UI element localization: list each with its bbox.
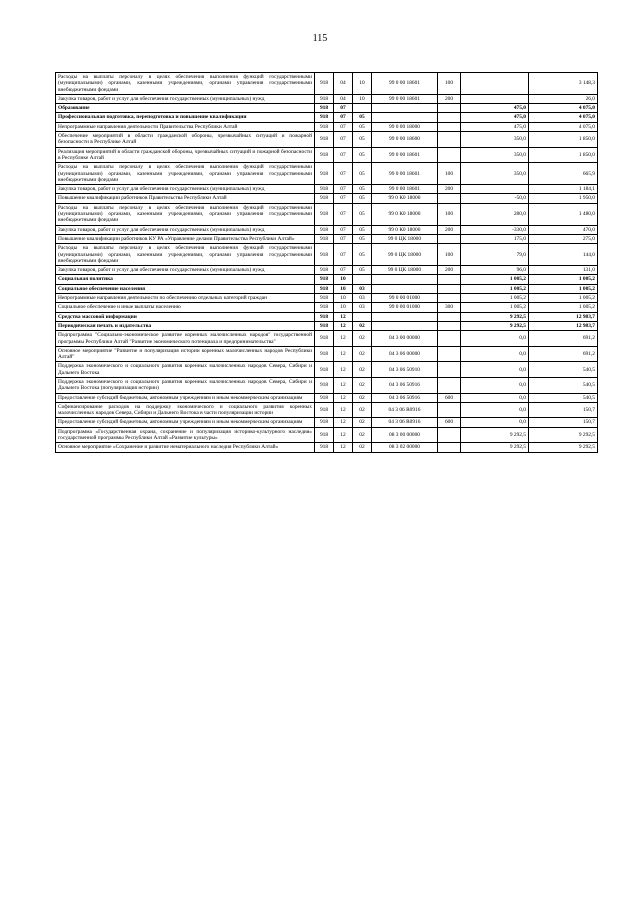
section-code-cell: 10 bbox=[334, 275, 353, 284]
section-code-cell: 04 bbox=[334, 73, 353, 95]
subsection-code-cell: 10 bbox=[353, 73, 372, 95]
ministry-code-cell: 918 bbox=[315, 113, 334, 122]
ministry-code-cell: 918 bbox=[315, 418, 334, 427]
amount-change-cell: 475,0 bbox=[461, 113, 529, 122]
target-item-cell: 04 3 06 50910 bbox=[372, 362, 438, 378]
subsection-code-cell: 05 bbox=[353, 266, 372, 275]
section-code-cell: 12 bbox=[334, 331, 353, 347]
row-name-cell: Социальная политика bbox=[56, 275, 315, 284]
table-row bbox=[56, 234, 598, 243]
row-name-cell: Расходы на выплаты персоналу в целях обеспечения выполнения функций государственными (муниципальными) органами, казенными учреждениями, органами управления государственными внебюджетными фондами bbox=[56, 73, 315, 95]
ministry-code-cell: 918 bbox=[315, 94, 334, 103]
target-item-cell: 99 0 К0 18000 bbox=[372, 203, 438, 225]
row-name-cell: Расходы на выплаты персоналу в целях обеспечения выполнения функций государственными (муниципальными) органами, казенными учреждениями, органами управления государственными внебюджетными фондами bbox=[56, 163, 315, 185]
row-name-cell: Социальное обеспечение населения bbox=[56, 284, 315, 293]
amount-change-cell: -50,0 bbox=[461, 194, 529, 203]
target-item-cell: 99 0 00 18601 bbox=[372, 163, 438, 185]
section-code-cell: 07 bbox=[334, 194, 353, 203]
section-code-cell: 12 bbox=[334, 321, 353, 330]
expense-type-cell: 100 bbox=[438, 163, 461, 185]
amount-total-cell: 9 292,5 bbox=[529, 443, 598, 452]
amount-total-cell: 26,0 bbox=[529, 94, 598, 103]
amount-change-cell: 0,0 bbox=[461, 377, 529, 393]
target-item-cell: 99 0 00 18601 bbox=[372, 73, 438, 95]
table-row bbox=[56, 73, 598, 95]
row-name-cell: Закупка товаров, работ и услуг для обеспечения государственных (муниципальных) нужд bbox=[56, 225, 315, 234]
subsection-code-cell: 02 bbox=[353, 427, 372, 443]
target-item-cell: 99 0 00 18601 bbox=[372, 147, 438, 163]
target-item-cell: 99 0 ЦК 18000 bbox=[372, 234, 438, 243]
ministry-code-cell: 918 bbox=[315, 163, 334, 185]
target-item-cell: 99 0 00 18601 bbox=[372, 94, 438, 103]
amount-change-cell: 350,0 bbox=[461, 147, 529, 163]
section-code-cell: 07 bbox=[334, 234, 353, 243]
expense-type-cell bbox=[438, 321, 461, 330]
amount-total-cell: 665,9 bbox=[529, 163, 598, 185]
amount-change-cell bbox=[461, 73, 529, 95]
section-code-cell: 12 bbox=[334, 418, 353, 427]
row-name-cell: Профессиональная подготовка, переподготовка и повышение квалификации bbox=[56, 113, 315, 122]
expense-type-cell: 100 bbox=[438, 244, 461, 266]
table-row bbox=[56, 321, 598, 330]
row-name-cell: Поддержка экономического и социального развития коренных малочисленных народов Севера, Сибири и Дальнего Востока bbox=[56, 362, 315, 378]
amount-change-cell: 175,0 bbox=[461, 234, 529, 243]
amount-change-cell: 0,0 bbox=[461, 402, 529, 418]
row-name-cell: Подпрограмма «Государственная охрана, сохранение и популяризация историко-культурного наследия» государственной программы Республики Алтай «Развитие культуры» bbox=[56, 427, 315, 443]
table-row bbox=[56, 275, 598, 284]
amount-total-cell: 1 480,0 bbox=[529, 203, 598, 225]
table-row bbox=[56, 244, 598, 266]
row-name-cell: Повышение квалификации работников КУ РА «Управление делами Правительства Республики Алтай» bbox=[56, 234, 315, 243]
amount-total-cell: 691,2 bbox=[529, 346, 598, 362]
amount-total-cell: 1 005,2 bbox=[529, 303, 598, 312]
section-code-cell: 12 bbox=[334, 402, 353, 418]
table-row bbox=[56, 163, 598, 185]
section-code-cell: 07 bbox=[334, 104, 353, 113]
expense-type-cell bbox=[438, 284, 461, 293]
section-code-cell: 07 bbox=[334, 113, 353, 122]
table-row bbox=[56, 418, 598, 427]
subsection-code-cell: 03 bbox=[353, 294, 372, 303]
table-row bbox=[56, 303, 598, 312]
row-name-cell: Непрограммные направления деятельности Правительства Республики Алтай bbox=[56, 122, 315, 131]
expense-type-cell bbox=[438, 234, 461, 243]
table-row bbox=[56, 104, 598, 113]
amount-change-cell: 475,0 bbox=[461, 122, 529, 131]
ministry-code-cell: 918 bbox=[315, 132, 334, 148]
target-item-cell: 99 0 ЦК 18000 bbox=[372, 244, 438, 266]
section-code-cell: 07 bbox=[334, 203, 353, 225]
target-item-cell bbox=[372, 113, 438, 122]
amount-change-cell: 1 005,2 bbox=[461, 284, 529, 293]
table-row bbox=[56, 402, 598, 418]
table-row bbox=[56, 377, 598, 393]
amount-total-cell: 540,5 bbox=[529, 393, 598, 402]
subsection-code-cell: 02 bbox=[353, 362, 372, 378]
amount-change-cell: 0,0 bbox=[461, 362, 529, 378]
amount-total-cell: 3 148,3 bbox=[529, 73, 598, 95]
subsection-code-cell: 05 bbox=[353, 185, 372, 194]
expense-type-cell bbox=[438, 294, 461, 303]
target-item-cell: 04 3 06 50916 bbox=[372, 377, 438, 393]
target-item-cell: 99 0 00 18000 bbox=[372, 122, 438, 131]
amount-total-cell: 9 292,5 bbox=[529, 427, 598, 443]
ministry-code-cell: 918 bbox=[315, 427, 334, 443]
target-item-cell: 99 0 00 18600 bbox=[372, 132, 438, 148]
expense-type-cell: 200 bbox=[438, 94, 461, 103]
subsection-code-cell: 05 bbox=[353, 225, 372, 234]
ministry-code-cell: 918 bbox=[315, 312, 334, 321]
amount-total-cell: 4 075,0 bbox=[529, 122, 598, 131]
section-code-cell: 04 bbox=[334, 94, 353, 103]
expense-type-cell bbox=[438, 377, 461, 393]
amount-change-cell: 9 292,5 bbox=[461, 443, 529, 452]
target-item-cell: 99 0 К0 18000 bbox=[372, 194, 438, 203]
subsection-code-cell: 05 bbox=[353, 147, 372, 163]
amount-change-cell bbox=[461, 185, 529, 194]
ministry-code-cell: 918 bbox=[315, 303, 334, 312]
subsection-code-cell: 03 bbox=[353, 284, 372, 293]
expense-type-cell bbox=[438, 331, 461, 347]
section-code-cell: 07 bbox=[334, 185, 353, 194]
amount-total-cell: 4 075,0 bbox=[529, 113, 598, 122]
expense-type-cell bbox=[438, 402, 461, 418]
table-row bbox=[56, 203, 598, 225]
subsection-code-cell: 05 bbox=[353, 163, 372, 185]
target-item-cell: 04 3 06 00000 bbox=[372, 346, 438, 362]
section-code-cell: 07 bbox=[334, 163, 353, 185]
subsection-code-cell: 02 bbox=[353, 377, 372, 393]
ministry-code-cell: 918 bbox=[315, 147, 334, 163]
amount-change-cell: 350,0 bbox=[461, 132, 529, 148]
amount-change-cell: 1 005,2 bbox=[461, 275, 529, 284]
table-row bbox=[56, 312, 598, 321]
row-name-cell: Обеспечение мероприятий в области гражданской обороны, чрезвычайных ситуаций и пожарной безопасности в Республике Алтай bbox=[56, 132, 315, 148]
row-name-cell: Софинансирование расходов на поддержку экономического и социального развития коренных малочисленных народов Севера, Сибири и Дальнего Востока в части популяризации истории bbox=[56, 402, 315, 418]
ministry-code-cell: 918 bbox=[315, 122, 334, 131]
amount-change-cell bbox=[461, 94, 529, 103]
expense-type-cell bbox=[438, 362, 461, 378]
section-code-cell: 12 bbox=[334, 393, 353, 402]
ministry-code-cell: 918 bbox=[315, 203, 334, 225]
expense-type-cell bbox=[438, 147, 461, 163]
subsection-code-cell: 02 bbox=[353, 321, 372, 330]
row-name-cell: Закупка товаров, работ и услуг для обеспечения государственных (муниципальных) нужд bbox=[56, 94, 315, 103]
amount-total-cell: 150,7 bbox=[529, 402, 598, 418]
amount-change-cell: 0,0 bbox=[461, 346, 529, 362]
ministry-code-cell: 918 bbox=[315, 346, 334, 362]
amount-total-cell: 144,0 bbox=[529, 244, 598, 266]
subsection-code-cell: 02 bbox=[353, 346, 372, 362]
expense-type-cell: 600 bbox=[438, 393, 461, 402]
table-row bbox=[56, 443, 598, 452]
subsection-code-cell bbox=[353, 312, 372, 321]
amount-total-cell: 540,5 bbox=[529, 377, 598, 393]
target-item-cell: 04 3 00 00000 bbox=[372, 331, 438, 347]
table-row bbox=[56, 393, 598, 402]
row-name-cell: Закупка товаров, работ и услуг для обеспечения государственных (муниципальных) нужд bbox=[56, 266, 315, 275]
table-row bbox=[56, 331, 598, 347]
ministry-code-cell: 918 bbox=[315, 275, 334, 284]
ministry-code-cell: 918 bbox=[315, 234, 334, 243]
ministry-code-cell: 918 bbox=[315, 321, 334, 330]
section-code-cell: 07 bbox=[334, 147, 353, 163]
target-item-cell bbox=[372, 284, 438, 293]
target-item-cell: 08 3 02 00000 bbox=[372, 443, 438, 452]
expense-type-cell: 300 bbox=[438, 303, 461, 312]
subsection-code-cell: 02 bbox=[353, 402, 372, 418]
amount-total-cell: 1 005,2 bbox=[529, 275, 598, 284]
subsection-code-cell: 02 bbox=[353, 443, 372, 452]
amount-total-cell: 1 005,2 bbox=[529, 294, 598, 303]
section-code-cell: 12 bbox=[334, 427, 353, 443]
amount-total-cell: 4 075,0 bbox=[529, 104, 598, 113]
section-code-cell: 10 bbox=[334, 294, 353, 303]
section-code-cell: 12 bbox=[334, 362, 353, 378]
expense-type-cell bbox=[438, 275, 461, 284]
subsection-code-cell: 02 bbox=[353, 331, 372, 347]
amount-change-cell: 79,0 bbox=[461, 244, 529, 266]
expense-type-cell bbox=[438, 443, 461, 452]
amount-total-cell: 1 005,2 bbox=[529, 284, 598, 293]
ministry-code-cell: 918 bbox=[315, 402, 334, 418]
target-item-cell bbox=[372, 275, 438, 284]
amount-change-cell: 9 292,5 bbox=[461, 312, 529, 321]
row-name-cell: Повышение квалификации работников Правительства Республики Алтай bbox=[56, 194, 315, 203]
ministry-code-cell: 918 bbox=[315, 104, 334, 113]
expense-type-cell bbox=[438, 132, 461, 148]
section-code-cell: 07 bbox=[334, 244, 353, 266]
target-item-cell bbox=[372, 312, 438, 321]
amount-total-cell: 12 983,7 bbox=[529, 321, 598, 330]
expense-type-cell: 100 bbox=[438, 73, 461, 95]
expense-type-cell: 100 bbox=[438, 203, 461, 225]
table-row bbox=[56, 284, 598, 293]
amount-change-cell: 0,0 bbox=[461, 393, 529, 402]
ministry-code-cell: 918 bbox=[315, 284, 334, 293]
table-row bbox=[56, 147, 598, 163]
section-code-cell: 07 bbox=[334, 225, 353, 234]
amount-change-cell: 9 292,5 bbox=[461, 321, 529, 330]
amount-total-cell: 131,0 bbox=[529, 266, 598, 275]
ministry-code-cell: 918 bbox=[315, 393, 334, 402]
amount-change-cell: 475,0 bbox=[461, 104, 529, 113]
subsection-code-cell: 05 bbox=[353, 132, 372, 148]
expense-type-cell bbox=[438, 427, 461, 443]
row-name-cell: Подпрограмма "Социально-экономическое развитие коренных малочисленных народов" государственной программы Республики Алтай "Развитие экономического потенциала и предпринимательства" bbox=[56, 331, 315, 347]
target-item-cell bbox=[372, 321, 438, 330]
subsection-code-cell: 05 bbox=[353, 203, 372, 225]
amount-change-cell: 1 005,2 bbox=[461, 294, 529, 303]
amount-change-cell: 0,0 bbox=[461, 418, 529, 427]
row-name-cell: Образование bbox=[56, 104, 315, 113]
target-item-cell: 99 0 ЦК 18000 bbox=[372, 266, 438, 275]
subsection-code-cell: 05 bbox=[353, 122, 372, 131]
section-code-cell: 07 bbox=[334, 122, 353, 131]
section-code-cell: 12 bbox=[334, 312, 353, 321]
page-number: 115 bbox=[312, 33, 328, 44]
table-row bbox=[56, 362, 598, 378]
amount-change-cell: 96,0 bbox=[461, 266, 529, 275]
row-name-cell: Основное мероприятие «Сохранение и развитие нематериального наследия Республики Алтай» bbox=[56, 443, 315, 452]
target-item-cell: 08 3 00 00000 bbox=[372, 427, 438, 443]
subsection-code-cell bbox=[353, 104, 372, 113]
target-item-cell: 04 3 06 R0916 bbox=[372, 418, 438, 427]
section-code-cell: 12 bbox=[334, 346, 353, 362]
amount-change-cell: 0,0 bbox=[461, 331, 529, 347]
amount-change-cell: 280,0 bbox=[461, 203, 529, 225]
ministry-code-cell: 918 bbox=[315, 331, 334, 347]
ministry-code-cell: 918 bbox=[315, 225, 334, 234]
expense-type-cell bbox=[438, 113, 461, 122]
subsection-code-cell: 05 bbox=[353, 244, 372, 266]
table-row bbox=[56, 185, 598, 194]
amount-change-cell: 350,0 bbox=[461, 163, 529, 185]
ministry-code-cell: 918 bbox=[315, 377, 334, 393]
table-row bbox=[56, 266, 598, 275]
subsection-code-cell: 10 bbox=[353, 94, 372, 103]
target-item-cell: 99 0 00 01000 bbox=[372, 294, 438, 303]
ministry-code-cell: 918 bbox=[315, 194, 334, 203]
amount-change-cell: 1 005,2 bbox=[461, 303, 529, 312]
table-row bbox=[56, 427, 598, 443]
subsection-code-cell bbox=[353, 275, 372, 284]
row-name-cell: Периодическая печать и издательства bbox=[56, 321, 315, 330]
row-name-cell: Закупка товаров, работ и услуг для обеспечения государственных (муниципальных) нужд bbox=[56, 185, 315, 194]
expense-type-cell: 200 bbox=[438, 225, 461, 234]
table-row bbox=[56, 294, 598, 303]
ministry-code-cell: 918 bbox=[315, 294, 334, 303]
target-item-cell: 99 0 К0 18000 bbox=[372, 225, 438, 234]
section-code-cell: 07 bbox=[334, 266, 353, 275]
ministry-code-cell: 918 bbox=[315, 266, 334, 275]
ministry-code-cell: 918 bbox=[315, 443, 334, 452]
section-code-cell: 12 bbox=[334, 377, 353, 393]
table-row bbox=[56, 94, 598, 103]
subsection-code-cell: 05 bbox=[353, 113, 372, 122]
row-name-cell: Предоставление субсидий бюджетным, автономным учреждениям и иным некоммерческим организациям bbox=[56, 418, 315, 427]
row-name-cell: Поддержка экономического и социального развития коренных малочисленных народов Севера, Сибири и Дальнего Востока (популяризация истории) bbox=[56, 377, 315, 393]
ministry-code-cell: 918 bbox=[315, 362, 334, 378]
subsection-code-cell: 05 bbox=[353, 234, 372, 243]
row-name-cell: Реализация мероприятий в области гражданской обороны, чрезвычайных ситуаций и пожарной безопасности в Республике Алтай bbox=[56, 147, 315, 163]
expense-type-cell bbox=[438, 122, 461, 131]
target-item-cell: 04 3 06 50916 bbox=[372, 393, 438, 402]
amount-change-cell: 9 292,5 bbox=[461, 427, 529, 443]
row-name-cell: Расходы на выплаты персоналу в целях обеспечения выполнения функций государственными (муниципальными) органами, казенными учреждениями, органами управления государственными внебюджетными фондами bbox=[56, 244, 315, 266]
table-row bbox=[56, 346, 598, 362]
amount-total-cell: 540,5 bbox=[529, 362, 598, 378]
amount-total-cell: 1 850,0 bbox=[529, 147, 598, 163]
target-item-cell: 04 3 06 R0916 bbox=[372, 402, 438, 418]
table-row bbox=[56, 225, 598, 234]
row-name-cell: Социальное обеспечение и иные выплаты населению bbox=[56, 303, 315, 312]
target-item-cell: 99 0 00 18601 bbox=[372, 185, 438, 194]
expense-type-cell bbox=[438, 346, 461, 362]
target-item-cell bbox=[372, 104, 438, 113]
section-code-cell: 12 bbox=[334, 443, 353, 452]
expense-type-cell bbox=[438, 194, 461, 203]
amount-total-cell: 470,0 bbox=[529, 225, 598, 234]
expense-type-cell: 200 bbox=[438, 185, 461, 194]
row-name-cell: Средства массовой информации bbox=[56, 312, 315, 321]
amount-total-cell: 275,0 bbox=[529, 234, 598, 243]
section-code-cell: 07 bbox=[334, 132, 353, 148]
subsection-code-cell: 02 bbox=[353, 393, 372, 402]
expense-type-cell: 200 bbox=[438, 266, 461, 275]
section-code-cell: 10 bbox=[334, 284, 353, 293]
subsection-code-cell: 05 bbox=[353, 194, 372, 203]
budget-table-body bbox=[56, 73, 598, 453]
amount-total-cell: 1 950,0 bbox=[529, 194, 598, 203]
amount-total-cell: 12 983,7 bbox=[529, 312, 598, 321]
table-row bbox=[56, 194, 598, 203]
ministry-code-cell: 918 bbox=[315, 73, 334, 95]
amount-total-cell: 1 184,1 bbox=[529, 185, 598, 194]
row-name-cell: Предоставление субсидий бюджетным, автономным учреждениям и иным некоммерческим организациям bbox=[56, 393, 315, 402]
ministry-code-cell: 918 bbox=[315, 244, 334, 266]
subsection-code-cell: 03 bbox=[353, 303, 372, 312]
section-code-cell: 10 bbox=[334, 303, 353, 312]
amount-total-cell: 1 850,0 bbox=[529, 132, 598, 148]
amount-change-cell: -330,0 bbox=[461, 225, 529, 234]
budget-table bbox=[55, 72, 598, 453]
expense-type-cell bbox=[438, 104, 461, 113]
table-row bbox=[56, 132, 598, 148]
row-name-cell: Расходы на выплаты персоналу в целях обеспечения выполнения функций государственными (муниципальными) органами, казенными учреждениями, органами управления государственными внебюджетными фондами bbox=[56, 203, 315, 225]
target-item-cell: 99 0 00 01000 bbox=[372, 303, 438, 312]
expense-type-cell bbox=[438, 312, 461, 321]
row-name-cell: Основное мероприятие "Развитие и популяризация истории коренных малочисленных народов Республики Алтай" bbox=[56, 346, 315, 362]
ministry-code-cell: 918 bbox=[315, 185, 334, 194]
amount-total-cell: 150,7 bbox=[529, 418, 598, 427]
row-name-cell: Непрограммные направления деятельности по обеспечению отдельных категорий граждан bbox=[56, 294, 315, 303]
subsection-code-cell: 02 bbox=[353, 418, 372, 427]
amount-total-cell: 691,2 bbox=[529, 331, 598, 347]
expense-type-cell: 600 bbox=[438, 418, 461, 427]
table-row bbox=[56, 122, 598, 131]
table-row bbox=[56, 113, 598, 122]
